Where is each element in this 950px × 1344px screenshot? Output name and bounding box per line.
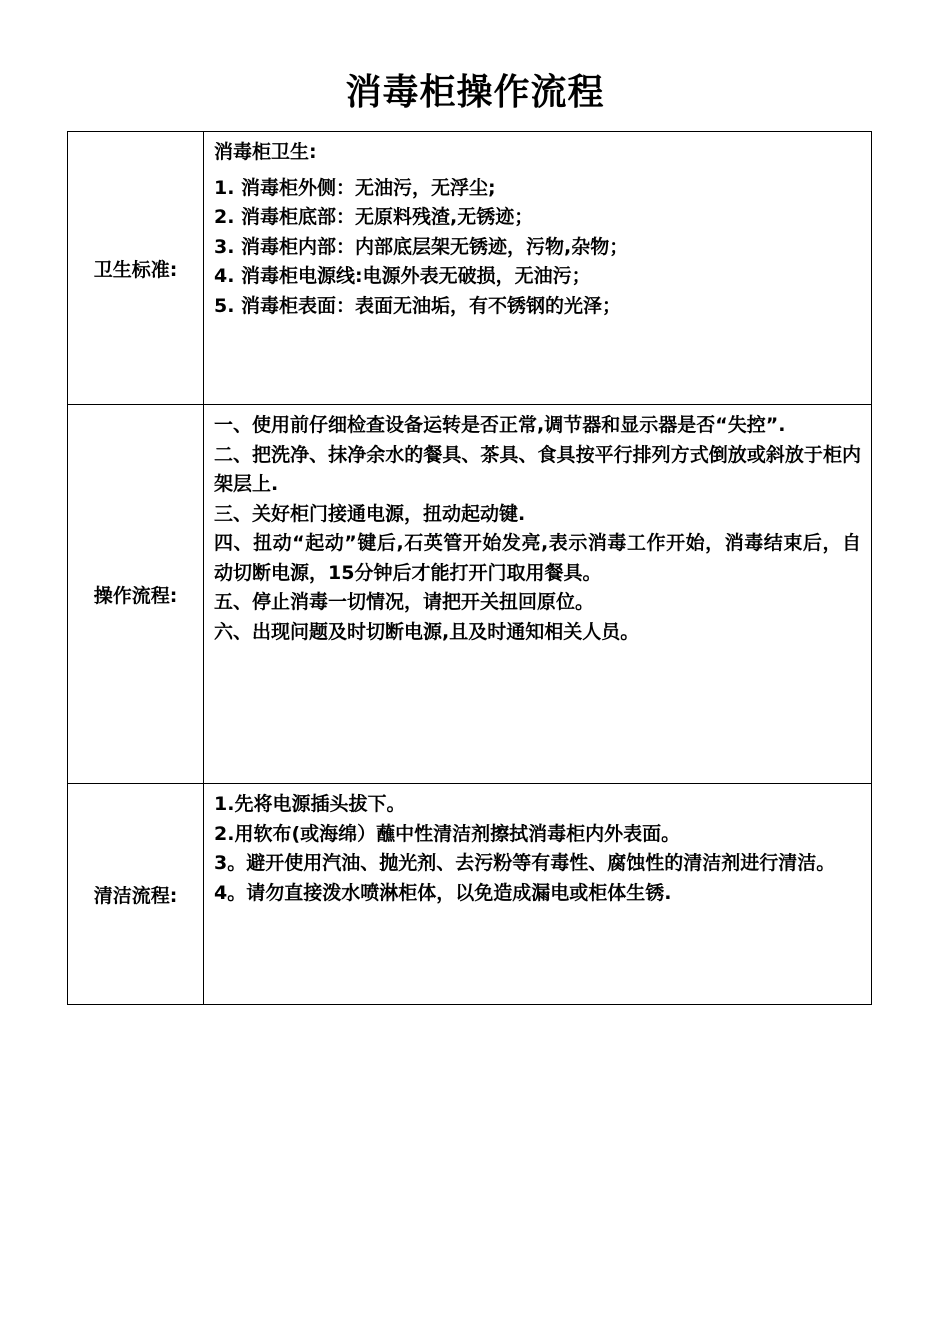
cleaning-step: 2.用软布(或海绵）蘸中性清洁剂擦拭消毒柜内外表面。: [214, 822, 681, 845]
hygiene-heading: 消毒柜卫生:: [214, 141, 317, 163]
operation-step: 五、停止消毒一切情况，请把开关扭回原位。: [214, 591, 595, 613]
operation-step: 二、把洗净、抹净余水的餐具、茶具、食具按平行排列方式倒放或斜放于柜内架层上.: [214, 443, 861, 495]
row-content-operation-procedure: [204, 405, 872, 784]
operation-step: 三、关好柜门接通电源，扭动起动键.: [214, 502, 526, 525]
operation-step: 一、使用前仔细检查设备运转是否正常,调节器和显示器是否“失控”.: [214, 414, 786, 436]
hygiene-item: 4. 消毒柜电源线:电源外表无破损，无油污；: [214, 265, 591, 287]
row-content-cleaning-procedure: [204, 784, 872, 1005]
hygiene-item: 2. 消毒柜底部：无原料残渣,无锈迹；: [214, 206, 534, 228]
table-row-hygiene-standard: [68, 132, 872, 405]
table-row-cleaning-procedure: [68, 784, 872, 1005]
row-label-operation-procedure: 操作流程:: [68, 405, 204, 784]
row-label-hygiene-standard: 卫生标准:: [68, 132, 204, 405]
hygiene-item: 3. 消毒柜内部：内部底层架无锈迹，污物,杂物；: [214, 235, 629, 258]
cleaning-step: 1.先将电源插头拔下。: [214, 793, 406, 815]
operation-step: 四、扭动“起动”键后,石英管开始发亮,表示消毒工作开始，消毒结束后，自动切断电源，15分钟后才能打开门取用餐具。: [214, 532, 861, 584]
cleaning-step: 3。避开使用汽油、抛光剂、去污粉等有毒性、腐蚀性的清洁剂进行清洁。: [214, 852, 836, 874]
row-label-cleaning-procedure: 清洁流程:: [68, 784, 204, 1005]
page-title: 消毒柜操作流程: [345, 72, 605, 113]
table-row-operation-procedure: [68, 405, 872, 784]
operation-step: 六、出现问题及时切断电源,且及时通知相关人员。: [214, 620, 640, 643]
hygiene-item: 1. 消毒柜外侧：无油污，无浮尘;: [214, 176, 496, 199]
row-content-hygiene-standard: [204, 132, 872, 405]
procedure-table: [67, 131, 872, 1005]
cleaning-step: 4。请勿直接泼水喷淋柜体，以免造成漏电或柜体生锈.: [214, 881, 672, 904]
hygiene-item: 5. 消毒柜表面：表面无油垢，有不锈钢的光泽；: [214, 294, 622, 317]
